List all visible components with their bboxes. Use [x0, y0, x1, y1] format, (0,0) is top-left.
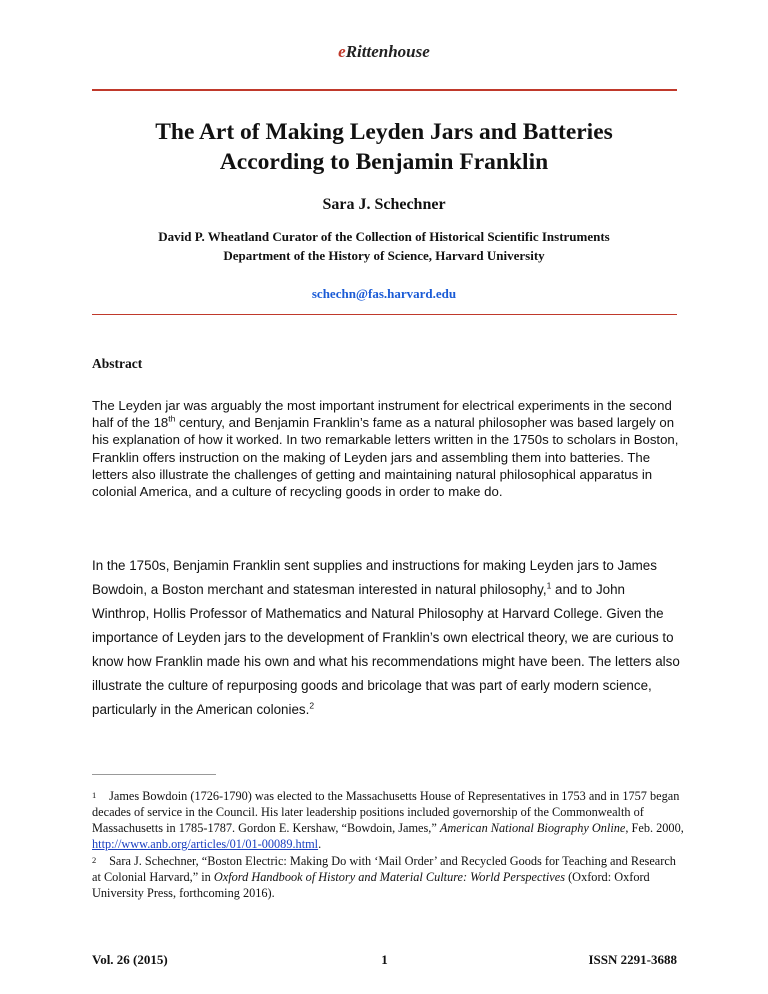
- body-part-1: In the 1750s, Benjamin Franklin sent supplies and instructions for making Leyden jars to James Bowdoin, a Boston merchant and statesman interested in natural philosophy,: [92, 558, 657, 597]
- footer-issn: ISSN 2291-3688: [588, 952, 677, 967]
- title-line-1: The Art of Making Leyden Jars and Batteries: [155, 119, 613, 145]
- journal-header: [0, 42, 768, 62]
- footnote-1: [92, 788, 684, 852]
- footnote-1-number: 1: [92, 790, 97, 800]
- footnote-1-end: .: [318, 837, 322, 851]
- author-email: [0, 286, 768, 302]
- title-line-2: According to Benjamin Franklin: [219, 149, 549, 175]
- footnote-1-italic: American National Biography Online: [439, 821, 626, 835]
- footnote-1-text: James Bowdoin (1726-1790) was elected to the Massachusetts House of Representatives in 1753 and in 1757 began decades of service in the Council. His later leadership positions included governorship of the Commonwealth of Massachusetts in 1785-1787. Gordon E. Kershaw, “Bowdoin, James,”: [92, 789, 680, 835]
- footnote-1-link[interactable]: http://www.anb.org/articles/01/01-00089.html: [92, 837, 319, 851]
- journal-prefix: e: [338, 42, 346, 61]
- body-part-2: and to John Winthrop, Hollis Professor of Mathematics and Natural Philosophy at Harvard College. Given the importance of Leyden jars to the development of Franklin’s own electrical theory, we are curious to know how Franklin made his own and what his recommendations might have been. The letters also illustrate the culture of repurposing goods and bricolage that was part of early modern science, particularly in the American colonies.: [92, 582, 680, 717]
- abstract-text: [92, 397, 682, 500]
- abstract-part-2: century, and Benjamin Franklin’s fame as a natural philosopher was based largely on his explanation of how it worked. In two remarkable letters written in the 1750s to scholars in Boston, Franklin offers instruction on the making of Leyden jars and assembling them into batteries. The letters also illustrate the challenges of getting and maintaining natural philosophical apparatus in colonial America, and a culture of recycling goods in order to make do.: [92, 415, 679, 500]
- email-link[interactable]: schechn@fas.harvard.edu: [311, 286, 457, 301]
- abstract-heading: Abstract: [92, 356, 143, 371]
- body-paragraph: [92, 554, 684, 722]
- footnote-2-end: (Oxford: Oxford University Press, forthcoming 2016).: [92, 870, 650, 900]
- header-rule: [92, 89, 677, 91]
- footnote-ref-1[interactable]: 1: [546, 580, 552, 591]
- footnote-rule: [92, 774, 216, 775]
- footnote-1-after: , Feb. 2000,: [625, 821, 684, 835]
- affiliation-line-1: David P. Wheatland Curator of the Collection of Historical Scientific Instruments: [158, 229, 610, 244]
- journal-name: Rittenhouse: [345, 42, 430, 61]
- paper-title: [0, 117, 768, 177]
- abstract-part-1: The Leyden jar was arguably the most important instrument for electrical experiments in the second half of the 18: [92, 398, 672, 431]
- footnote-2: [92, 853, 684, 901]
- footnote-ref-2[interactable]: 2: [309, 700, 315, 711]
- footnote-2-text: Sara J. Schechner, “Boston Electric: Making Do with ‘Mail Order’ and Recycled Goods for Teaching and Research at Colonial Harvard,” in: [92, 854, 676, 884]
- footer-page-number: 1: [381, 952, 388, 967]
- footnote-2-number: 2: [92, 855, 97, 865]
- author-name: Sara J. Schechner: [322, 196, 446, 213]
- footer-volume: Vol. 26 (2015): [92, 952, 168, 967]
- affiliation-line-2: Department of the History of Science, Harvard University: [223, 248, 545, 263]
- abstract-superscript: th: [168, 413, 176, 424]
- section-rule: [92, 314, 677, 315]
- affiliation: [0, 227, 768, 265]
- footnote-2-italic: Oxford Handbook of History and Material Culture: World Perspectives: [213, 870, 566, 884]
